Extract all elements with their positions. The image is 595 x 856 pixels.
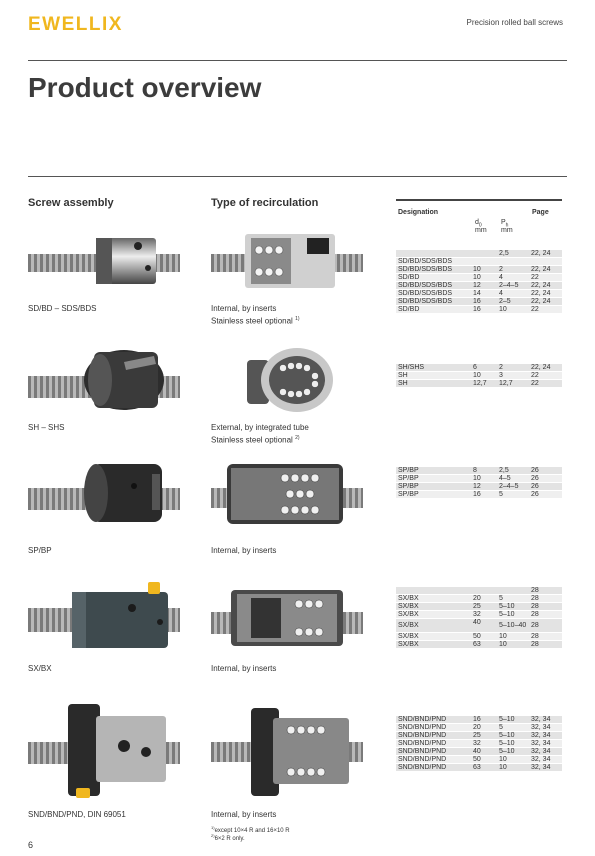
section-rule bbox=[28, 176, 567, 177]
footnote-1: $^{1)}$except 10×4 R and 16×10 R bbox=[211, 825, 290, 834]
table-row bbox=[396, 483, 562, 491]
table-sh bbox=[396, 364, 562, 388]
sd-bd-recirculation-image bbox=[211, 228, 363, 292]
table-cell: 5–10 bbox=[499, 603, 515, 610]
table-cell: 28 bbox=[531, 587, 539, 594]
header-tagline: Precision rolled ball screws bbox=[466, 18, 563, 27]
table-cell: 26 bbox=[531, 467, 539, 474]
table-cell: 32 bbox=[473, 611, 481, 618]
table-cell bbox=[473, 250, 499, 257]
table-cell: 10 bbox=[473, 372, 481, 379]
table-cell: SD/BD/SDS/BDS bbox=[398, 258, 453, 265]
table-cell: SD/BD/SDS/BDS bbox=[398, 282, 453, 289]
table-cell: 32, 34 bbox=[531, 740, 551, 747]
footnote-2: $^{2)}$6×2 R only. bbox=[211, 833, 245, 842]
sx-bx-assembly-image bbox=[28, 578, 180, 654]
sx-bx-recirculation-image bbox=[211, 582, 363, 654]
table-cell: 10 bbox=[499, 764, 507, 771]
table-snd-bnd-pnd bbox=[396, 716, 562, 772]
table-cell: 10 bbox=[473, 475, 481, 482]
table-cell: 5 bbox=[499, 595, 503, 602]
header-designation: Designation bbox=[398, 209, 439, 216]
table-cell: 10 bbox=[473, 266, 481, 273]
table-row bbox=[396, 716, 562, 724]
table-cell: 22 bbox=[531, 372, 539, 379]
table-row bbox=[396, 298, 562, 306]
table-cell: 5–10–40 bbox=[499, 622, 527, 629]
table-cell: SD/BD bbox=[398, 274, 420, 281]
table-cell: SD/BD/SDS/BDS bbox=[398, 266, 453, 273]
recirc-caption-snd-bnd-pnd: Internal, by inserts bbox=[211, 810, 277, 819]
table-cell: 10 bbox=[499, 306, 507, 313]
table-cell: 22 bbox=[531, 380, 539, 387]
table-cell: SX/BX bbox=[398, 611, 419, 618]
table-cell: 16 bbox=[473, 491, 481, 498]
table-row bbox=[396, 266, 562, 274]
table-cell: 2,5 bbox=[499, 467, 509, 474]
recirc-caption-sx-bx: Internal, by inserts bbox=[211, 664, 277, 673]
table-cell: SP/BP bbox=[398, 467, 419, 474]
table-row bbox=[396, 748, 562, 756]
table-cell: 10 bbox=[473, 274, 481, 281]
table-row bbox=[396, 475, 562, 483]
table-cell: 32, 34 bbox=[531, 716, 551, 723]
sd-bd-assembly-image bbox=[28, 228, 180, 292]
assembly-label-sx-bx: SX/BX bbox=[28, 664, 52, 673]
table-row bbox=[396, 732, 562, 740]
assembly-label-sd-bd: SD/BD – SDS/BDS bbox=[28, 304, 97, 313]
table-cell: 32, 34 bbox=[531, 756, 551, 763]
table-cell: 4 bbox=[499, 274, 503, 281]
table-cell: 12 bbox=[473, 483, 481, 490]
table-cell: 5–10 bbox=[499, 611, 515, 618]
table-cell: 16 bbox=[473, 306, 481, 313]
table-cell bbox=[531, 258, 561, 265]
table-cell: 32 bbox=[473, 740, 481, 747]
table-cell: SP/BP bbox=[398, 475, 419, 482]
table-cell: SD/BD/SDS/BDS bbox=[398, 290, 453, 297]
table-cell bbox=[499, 258, 531, 265]
table-cell: 10 bbox=[499, 641, 507, 648]
table-cell: 5 bbox=[499, 724, 503, 731]
table-cell: 3 bbox=[499, 372, 503, 379]
table-cell: 40 bbox=[473, 748, 481, 755]
column-heading-recirculation: Type of recirculation bbox=[211, 197, 319, 209]
table-cell: 32, 34 bbox=[531, 748, 551, 755]
page-number: 6 bbox=[28, 840, 34, 850]
table-sx-bx bbox=[396, 587, 562, 649]
table-cell: 22, 24 bbox=[531, 290, 551, 297]
table-cell: 20 bbox=[473, 595, 481, 602]
table-cell: 4–5 bbox=[499, 475, 511, 482]
table-cell: SND/BND/PND bbox=[398, 740, 447, 747]
table-row bbox=[396, 372, 562, 380]
table-cell: 26 bbox=[531, 491, 539, 498]
table-cell: SH bbox=[398, 380, 408, 387]
table-sd-bd bbox=[396, 250, 562, 314]
table-cell: 2 bbox=[499, 364, 503, 371]
table-cell: SND/BND/PND bbox=[398, 716, 447, 723]
sh-assembly-image bbox=[28, 344, 180, 416]
table-cell: SX/BX bbox=[398, 603, 419, 610]
table-cell: 25 bbox=[473, 603, 481, 610]
table-cell: SX/BX bbox=[398, 633, 419, 640]
table-cell: 5–10 bbox=[499, 748, 515, 755]
table-row bbox=[396, 756, 562, 764]
table-cell: 50 bbox=[473, 756, 481, 763]
table-cell: SX/BX bbox=[398, 595, 419, 602]
table-cell: 28 bbox=[531, 595, 539, 602]
table-row bbox=[396, 364, 562, 372]
table-cell: 8 bbox=[473, 467, 477, 474]
table-cell: 28 bbox=[531, 611, 539, 618]
table-cell: 12 bbox=[473, 282, 481, 289]
header-page: Page bbox=[532, 209, 549, 216]
table-row bbox=[396, 250, 562, 258]
table-cell: 40 bbox=[473, 619, 481, 626]
table-cell: 26 bbox=[531, 483, 539, 490]
table-cell: 4 bbox=[499, 290, 503, 297]
table-cell: 20 bbox=[473, 724, 481, 731]
table-cell: 10 bbox=[499, 633, 507, 640]
table-cell bbox=[396, 250, 473, 257]
table-row bbox=[396, 619, 562, 633]
table-cell: 14 bbox=[473, 290, 481, 297]
table-cell: 5–10 bbox=[499, 716, 515, 723]
table-cell: 22, 24 bbox=[531, 364, 551, 371]
table-cell: SP/BP bbox=[398, 491, 419, 498]
table-row bbox=[396, 491, 562, 499]
table-cell: 22, 24 bbox=[531, 282, 551, 289]
table-cell bbox=[473, 587, 499, 594]
table-cell: 2–4–5 bbox=[499, 282, 519, 289]
table-cell: 28 bbox=[531, 622, 539, 629]
table-row bbox=[396, 274, 562, 282]
table-sp-bp bbox=[396, 467, 562, 499]
recirc-caption-sp-bp: Internal, by inserts bbox=[211, 546, 277, 555]
table-cell: 32, 34 bbox=[531, 724, 551, 731]
table-cell: 63 bbox=[473, 764, 481, 771]
table-cell: 50 bbox=[473, 633, 481, 640]
table-cell: SND/BND/PND bbox=[398, 732, 447, 739]
table-cell: 5 bbox=[499, 491, 503, 498]
table-cell: 63 bbox=[473, 641, 481, 648]
table-cell: 12,7 bbox=[473, 380, 487, 387]
sp-bp-assembly-image bbox=[28, 458, 180, 530]
table-cell: 2–4–5 bbox=[499, 483, 519, 490]
table-cell: 6 bbox=[473, 364, 477, 371]
table-row bbox=[396, 258, 562, 266]
table-cell: 10 bbox=[499, 756, 507, 763]
table-row bbox=[396, 764, 562, 772]
sp-bp-recirculation-image bbox=[211, 458, 363, 530]
table-cell: 28 bbox=[531, 603, 539, 610]
table-cell: SH bbox=[398, 372, 408, 379]
table-cell bbox=[499, 587, 531, 594]
table-row bbox=[396, 595, 562, 603]
table-cell: 2 bbox=[499, 266, 503, 273]
table-cell: SND/BND/PND bbox=[398, 764, 447, 771]
table-cell: 22, 24 bbox=[531, 250, 551, 257]
table-cell: SND/BND/PND bbox=[398, 756, 447, 763]
table-cell: 26 bbox=[531, 475, 539, 482]
table-cell: SX/BX bbox=[398, 622, 419, 629]
recirc-caption-sh: External, by integrated tube Stainless steel optional $^{2)}$ bbox=[211, 423, 309, 445]
snd-bnd-pnd-recirculation-image bbox=[211, 704, 363, 800]
table-cell: 12,7 bbox=[499, 380, 513, 387]
table-cell: 16 bbox=[473, 298, 481, 305]
table-cell: SX/BX bbox=[398, 641, 419, 648]
table-row bbox=[396, 641, 562, 649]
table-cell: SD/BD bbox=[398, 306, 420, 313]
header-d0: $d_0$ bbox=[475, 219, 482, 229]
table-row bbox=[396, 282, 562, 290]
table-cell: SND/BND/PND bbox=[398, 724, 447, 731]
table-cell: SD/BD/SDS/BDS bbox=[398, 298, 453, 305]
recirc-caption-sd-bd: Internal, by inserts Stainless steel optional $^{1)}$ bbox=[211, 304, 300, 326]
table-cell: 22, 24 bbox=[531, 266, 551, 273]
column-heading-assembly: Screw assembly bbox=[28, 197, 114, 209]
table-row bbox=[396, 740, 562, 748]
assembly-label-sp-bp: SP/BP bbox=[28, 546, 52, 555]
assembly-label-snd-bnd-pnd: SND/BND/PND, DIN 69051 bbox=[28, 810, 126, 819]
table-cell: 5–10 bbox=[499, 732, 515, 739]
table-cell: 28 bbox=[531, 641, 539, 648]
snd-bnd-pnd-assembly-image bbox=[28, 700, 180, 804]
table-cell: 32, 34 bbox=[531, 732, 551, 739]
page-title: Product overview bbox=[28, 72, 262, 103]
table-row bbox=[396, 603, 562, 611]
table-cell: SH/SHS bbox=[398, 364, 425, 371]
header-unit-d0: mm bbox=[475, 227, 487, 234]
table-row bbox=[396, 587, 562, 595]
table-cell: 22, 24 bbox=[531, 298, 551, 305]
table-cell: 25 bbox=[473, 732, 481, 739]
table-cell: 32, 34 bbox=[531, 764, 551, 771]
table-header bbox=[396, 199, 562, 237]
brand-logo: EWELLIX bbox=[28, 14, 123, 35]
table-cell: 2,5 bbox=[499, 250, 509, 257]
table-cell: 22 bbox=[531, 274, 539, 281]
top-rule bbox=[28, 60, 567, 61]
table-cell: 22 bbox=[531, 306, 539, 313]
table-cell bbox=[396, 587, 473, 594]
table-cell: 5–10 bbox=[499, 740, 515, 747]
table-cell: SP/BP bbox=[398, 483, 419, 490]
table-cell: 16 bbox=[473, 716, 481, 723]
table-row bbox=[396, 611, 562, 619]
table-cell: 2–5 bbox=[499, 298, 511, 305]
table-row bbox=[396, 467, 562, 475]
table-cell bbox=[473, 258, 499, 265]
sh-recirculation-image bbox=[211, 344, 363, 416]
table-row bbox=[396, 306, 562, 314]
table-row bbox=[396, 290, 562, 298]
table-cell: SND/BND/PND bbox=[398, 748, 447, 755]
header-ph: $P_h$ bbox=[501, 219, 509, 229]
header-unit-ph: mm bbox=[501, 227, 513, 234]
table-row bbox=[396, 380, 562, 388]
table-cell: 28 bbox=[531, 633, 539, 640]
assembly-label-sh: SH – SHS bbox=[28, 423, 65, 432]
table-row bbox=[396, 633, 562, 641]
table-row bbox=[396, 724, 562, 732]
